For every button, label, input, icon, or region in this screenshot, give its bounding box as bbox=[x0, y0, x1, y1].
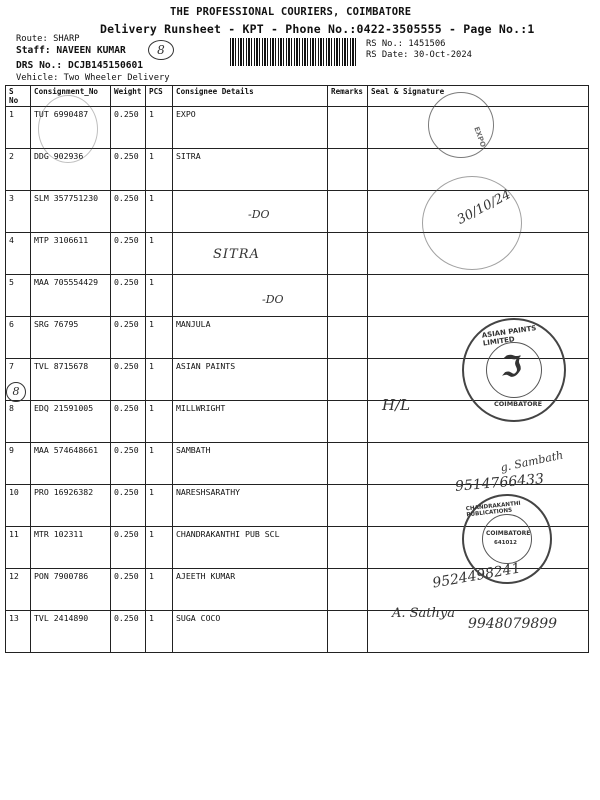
handwritten-do-1: -DO bbox=[248, 208, 270, 221]
row-remarks bbox=[328, 359, 368, 401]
row-weight: 0.250 bbox=[111, 149, 146, 191]
row-consignment: PRO 16926382 bbox=[31, 485, 111, 527]
company-title: THE PROFESSIONAL COURIERS, COIMBATORE bbox=[170, 6, 412, 18]
col-consignment: Consignment_No bbox=[31, 86, 111, 107]
row-remarks bbox=[328, 485, 368, 527]
row-remarks bbox=[328, 233, 368, 275]
row-consignee: MILLWRIGHT bbox=[173, 401, 328, 443]
row-pcs: 1 bbox=[146, 443, 173, 485]
row-pcs: 1 bbox=[146, 275, 173, 317]
col-pcs: PCS bbox=[146, 86, 173, 107]
row-sno: 8 bbox=[6, 401, 31, 443]
row-weight: 0.250 bbox=[111, 107, 146, 149]
row-consignment: MAA 705554429 bbox=[31, 275, 111, 317]
row-sno: 11 bbox=[6, 527, 31, 569]
col-consignee: Consignee Details bbox=[173, 86, 328, 107]
row-pcs: 1 bbox=[146, 149, 173, 191]
row-remarks bbox=[328, 401, 368, 443]
row-consignment: MTP 3106611 bbox=[31, 233, 111, 275]
row-consignee: EXPO bbox=[173, 107, 328, 149]
drs-number: DRS No.: DCJB145150601 bbox=[16, 60, 144, 71]
row-consignment: DDG 902936 bbox=[31, 149, 111, 191]
row-sno: 4 bbox=[6, 233, 31, 275]
row-remarks bbox=[328, 611, 368, 653]
row-consignee: SAMBATH bbox=[173, 443, 328, 485]
row-consignment: TVL 2414890 bbox=[31, 611, 111, 653]
row-pcs: 1 bbox=[146, 317, 173, 359]
row-sno: 10 bbox=[6, 485, 31, 527]
handwritten-circle-8-row: 8 bbox=[6, 382, 26, 402]
row-consignment: EDQ 21591005 bbox=[31, 401, 111, 443]
row-pcs: 1 bbox=[146, 569, 173, 611]
date-seal-stamp bbox=[422, 176, 522, 270]
row-pcs: 1 bbox=[146, 107, 173, 149]
row-weight: 0.250 bbox=[111, 191, 146, 233]
col-sno: S No bbox=[6, 86, 31, 107]
row-consignee: CHANDRAKANTHI PUB SCL bbox=[173, 527, 328, 569]
staff-label: Staff: NAVEEN KUMAR bbox=[16, 45, 126, 56]
row-pcs: 1 bbox=[146, 527, 173, 569]
col-weight: Weight bbox=[111, 86, 146, 107]
row-weight: 0.250 bbox=[111, 317, 146, 359]
row-remarks bbox=[328, 569, 368, 611]
row-weight: 0.250 bbox=[111, 275, 146, 317]
handwritten-sitra: SITRA bbox=[213, 247, 260, 262]
row-sno: 1 bbox=[6, 107, 31, 149]
row-consignment: MAA 574648661 bbox=[31, 443, 111, 485]
row-sno: 5 bbox=[6, 275, 31, 317]
row-sno: 7 bbox=[6, 359, 31, 401]
row-consignment: SRG 76795 bbox=[31, 317, 111, 359]
row-sno: 9 bbox=[6, 443, 31, 485]
row-pcs: 1 bbox=[146, 233, 173, 275]
row-remarks bbox=[328, 107, 368, 149]
barcode bbox=[230, 38, 358, 66]
row-sno: 13 bbox=[6, 611, 31, 653]
handwritten-phone-1: 9514766433 bbox=[454, 471, 545, 495]
row-pcs: 1 bbox=[146, 485, 173, 527]
row-sno: 2 bbox=[6, 149, 31, 191]
row-remarks bbox=[328, 275, 368, 317]
row-sno: 6 bbox=[6, 317, 31, 359]
row-pcs: 1 bbox=[146, 611, 173, 653]
row-consignee: SITRA bbox=[173, 149, 328, 191]
rs-date: RS Date: 30-Oct-2024 bbox=[366, 50, 472, 60]
row-consignment: MTR 102311 bbox=[31, 527, 111, 569]
chandrakanthi-seal-stamp: CHANDRAKANTHI PUBLICATIONS COIMBATORE 641012 bbox=[462, 494, 552, 584]
handwritten-circle-8: 8 bbox=[148, 40, 174, 60]
row-consignment: TUT 6990487 bbox=[31, 107, 111, 149]
handwritten-sambath: g. Sambath bbox=[499, 448, 565, 475]
expo-seal-stamp: EXPO bbox=[428, 92, 494, 158]
row-consignee: AJEETH KUMAR bbox=[173, 569, 328, 611]
row-consignee: SUGA COCO bbox=[173, 611, 328, 653]
row-weight: 0.250 bbox=[111, 359, 146, 401]
row-consignment: TVL 8715678 bbox=[31, 359, 111, 401]
table-header-row bbox=[6, 86, 589, 107]
row-consignee: ASIAN PAINTS bbox=[173, 359, 328, 401]
row-remarks bbox=[328, 443, 368, 485]
row-weight: 0.250 bbox=[111, 485, 146, 527]
row-weight: 0.250 bbox=[111, 401, 146, 443]
asian-paints-seal-stamp: ASIAN PAINTS LIMITED COIMBATORE ℑ bbox=[462, 318, 566, 422]
runsheet-subtitle: Delivery Runsheet - KPT - Phone No.:0422-3505555 - Page No.:1 bbox=[100, 22, 535, 36]
handwritten-phone-2: 9524498241 bbox=[431, 560, 522, 592]
row-consignment: SLM 357751230 bbox=[31, 191, 111, 233]
col-seal-signature: Seal & Signature bbox=[368, 86, 589, 107]
row-remarks bbox=[328, 191, 368, 233]
vehicle-label: Vehicle: Two Wheeler Delivery bbox=[16, 73, 170, 83]
route-label: Route: SHARP bbox=[16, 34, 80, 44]
handwritten-sathya: A. Sathya bbox=[392, 606, 456, 621]
row-remarks bbox=[328, 149, 368, 191]
row-pcs: 1 bbox=[146, 191, 173, 233]
row-sno: 3 bbox=[6, 191, 31, 233]
row-pcs: 1 bbox=[146, 359, 173, 401]
row-consignment: PON 7900786 bbox=[31, 569, 111, 611]
row-weight: 0.250 bbox=[111, 569, 146, 611]
row-weight: 0.250 bbox=[111, 527, 146, 569]
expo-seal-stamp-left bbox=[38, 95, 98, 163]
row-sno: 12 bbox=[6, 569, 31, 611]
col-remarks: Remarks bbox=[328, 86, 368, 107]
rs-number: RS No.: 1451506 bbox=[366, 39, 446, 49]
handwritten-do-2: -DO bbox=[262, 293, 284, 306]
row-pcs: 1 bbox=[146, 401, 173, 443]
row-consignee: NARESHSARATHY bbox=[173, 485, 328, 527]
row-consignee bbox=[173, 275, 328, 317]
row-seal-signature bbox=[368, 275, 589, 317]
row-remarks bbox=[328, 317, 368, 359]
handwritten-hl: H/L bbox=[382, 396, 411, 414]
handwritten-date: 30/10/24 bbox=[454, 187, 514, 228]
row-weight: 0.250 bbox=[111, 611, 146, 653]
row-remarks bbox=[328, 527, 368, 569]
row-weight: 0.250 bbox=[111, 443, 146, 485]
row-weight: 0.250 bbox=[111, 233, 146, 275]
handwritten-phone-3: 9948079899 bbox=[468, 616, 558, 632]
table-row bbox=[6, 275, 589, 317]
row-consignee: MANJULA bbox=[173, 317, 328, 359]
